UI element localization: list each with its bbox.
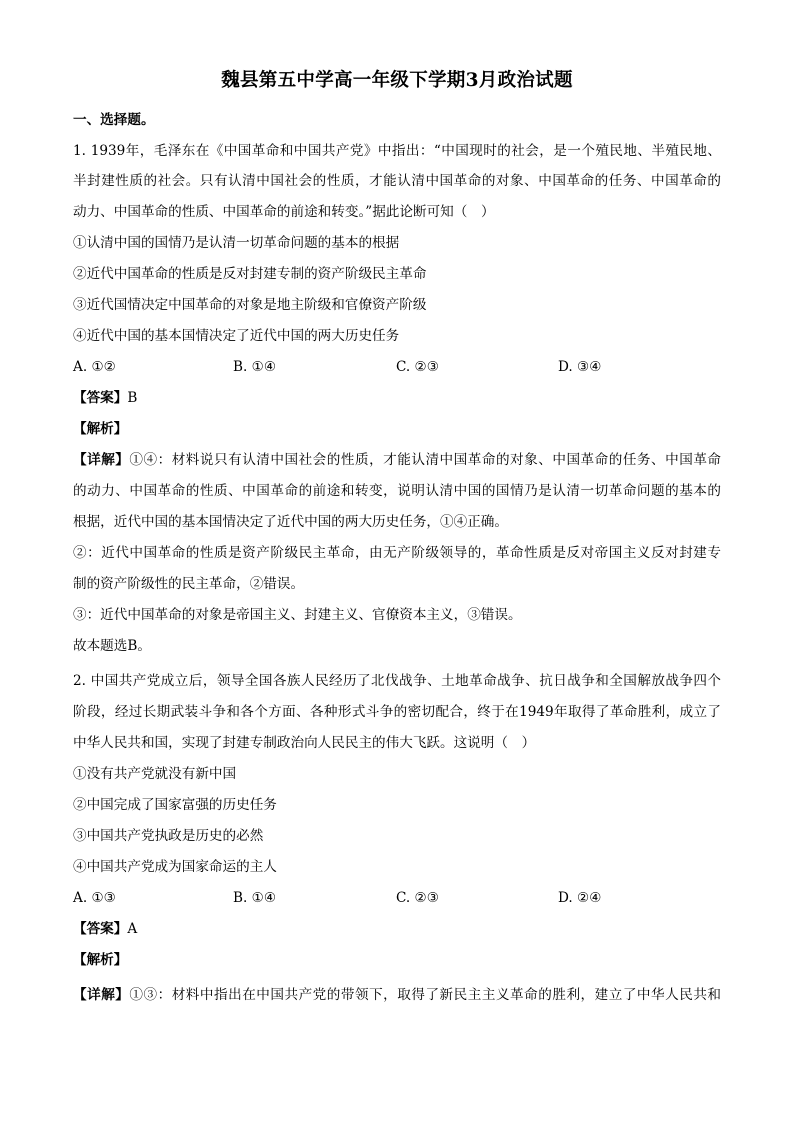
q1-answer-tag: 【答案】	[73, 390, 128, 406]
q1-option-d: D. ③④	[558, 359, 602, 375]
q1-stem-line-1: 1. 1939年，毛泽东在《中国革命和中国共产党》中指出：“中国现时的社会，是一个殖民地、半殖民地、	[73, 143, 721, 159]
page-title: 魏县第五中学高一年级下学期3月政治试题	[221, 70, 573, 91]
q2-option-c: C. ②③	[396, 890, 439, 906]
q2-item-1: ①没有共产党就没有新中国	[73, 766, 237, 782]
q2-stem-line-3: 中华人民共和国，实现了封建专制政治向人民民主的伟大飞跃。这说明（ ）	[73, 735, 536, 751]
q1-option-a: A. ①②	[73, 359, 116, 375]
q1-item-2: ②近代中国革命的性质是反对封建专制的资产阶级民主革命	[73, 266, 427, 282]
q2-stem-line-1: 2. 中国共产党成立后，领导全国各族人民经历了北伐战争、土地革命战争、抗日战争和全国解放战争四个	[73, 673, 721, 689]
q1-detail-line-3: 根据，近代中国的基本国情决定了近代中国的两大历史任务，①④正确。	[73, 514, 508, 530]
q1-detail-line-2: 的动力、中国革命的性质、中国革命的前途和转变，说明认清中国的国情乃是认清一切革命问题的基本的	[73, 483, 721, 499]
q2-detail-tag: 【详解】	[73, 987, 130, 1003]
q1-detail-tag: 【详解】	[73, 452, 130, 468]
q2-option-a: A. ①③	[73, 890, 116, 906]
q1-detail-line-4: ②：近代中国革命的性质是资产阶级民主革命，由无产阶级领导的，革命性质是反对帝国主义反对封建专	[73, 545, 721, 561]
q2-item-4: ④中国共产党成为国家命运的主人	[73, 859, 277, 875]
q1-analysis-tag: 【解析】	[73, 421, 128, 437]
q2-option-d: D. ②④	[558, 890, 602, 906]
q2-answer-tag: 【答案】	[73, 921, 128, 937]
q1-stem-line-3: 动力、中国革命的性质、中国革命的前途和转变。”据此论断可知（ ）	[73, 204, 495, 220]
q1-option-c: C. ②③	[396, 359, 439, 375]
q1-stem-line-2: 半封建性质的社会。只有认清中国社会的性质，才能认清中国革命的对象、中国革命的任务、中国革命的	[73, 173, 721, 189]
q1-option-b: B. ①④	[233, 359, 277, 375]
q2-item-2: ②中国完成了国家富强的历史任务	[73, 797, 277, 813]
q1-detail-line-5: 制的资产阶级性的民主革命，②错误。	[73, 576, 305, 592]
section-heading: 一、选择题。	[73, 112, 155, 128]
q1-item-4: ④近代中国的基本国情决定了近代中国的两大历史任务	[73, 328, 400, 344]
q2-detail-line-1	[73, 986, 721, 1004]
q1-item-3: ③近代国情决定中国革命的对象是地主阶级和官僚资产阶级	[73, 297, 427, 313]
q1-detail-line-6: ③：近代中国革命的对象是帝国主义、封建主义、官僚资本主义，③错误。	[73, 607, 522, 623]
q2-answer	[73, 920, 137, 938]
q1-detail-text-1: ①④：材料说只有认清中国社会的性质，才能认清中国革命的对象、中国革命的任务、中国革命	[129, 452, 722, 468]
q2-detail-text-1: ①③：材料中指出在中国共产党的带领下，取得了新民主主义革命的胜利，建立了中华人民共和	[129, 987, 722, 1003]
q1-detail-line-7: 故本题选B。	[73, 638, 151, 654]
q1-detail-line-1	[73, 451, 721, 469]
q1-answer-value: B	[127, 390, 138, 406]
q2-answer-value: A	[127, 921, 138, 937]
q2-analysis-tag: 【解析】	[73, 952, 128, 968]
q1-item-1: ①认清中国的国情乃是认清一切革命问题的基本的根据	[73, 235, 400, 251]
q2-stem-line-2: 阶段，经过长期武装斗争和各个方面、各种形式斗争的密切配合，终于在1949年取得了革命胜利，成立了	[73, 704, 721, 720]
q2-item-3: ③中国共产党执政是历史的必然	[73, 828, 264, 844]
q2-option-b: B. ①④	[233, 890, 277, 906]
q1-answer	[73, 389, 137, 407]
